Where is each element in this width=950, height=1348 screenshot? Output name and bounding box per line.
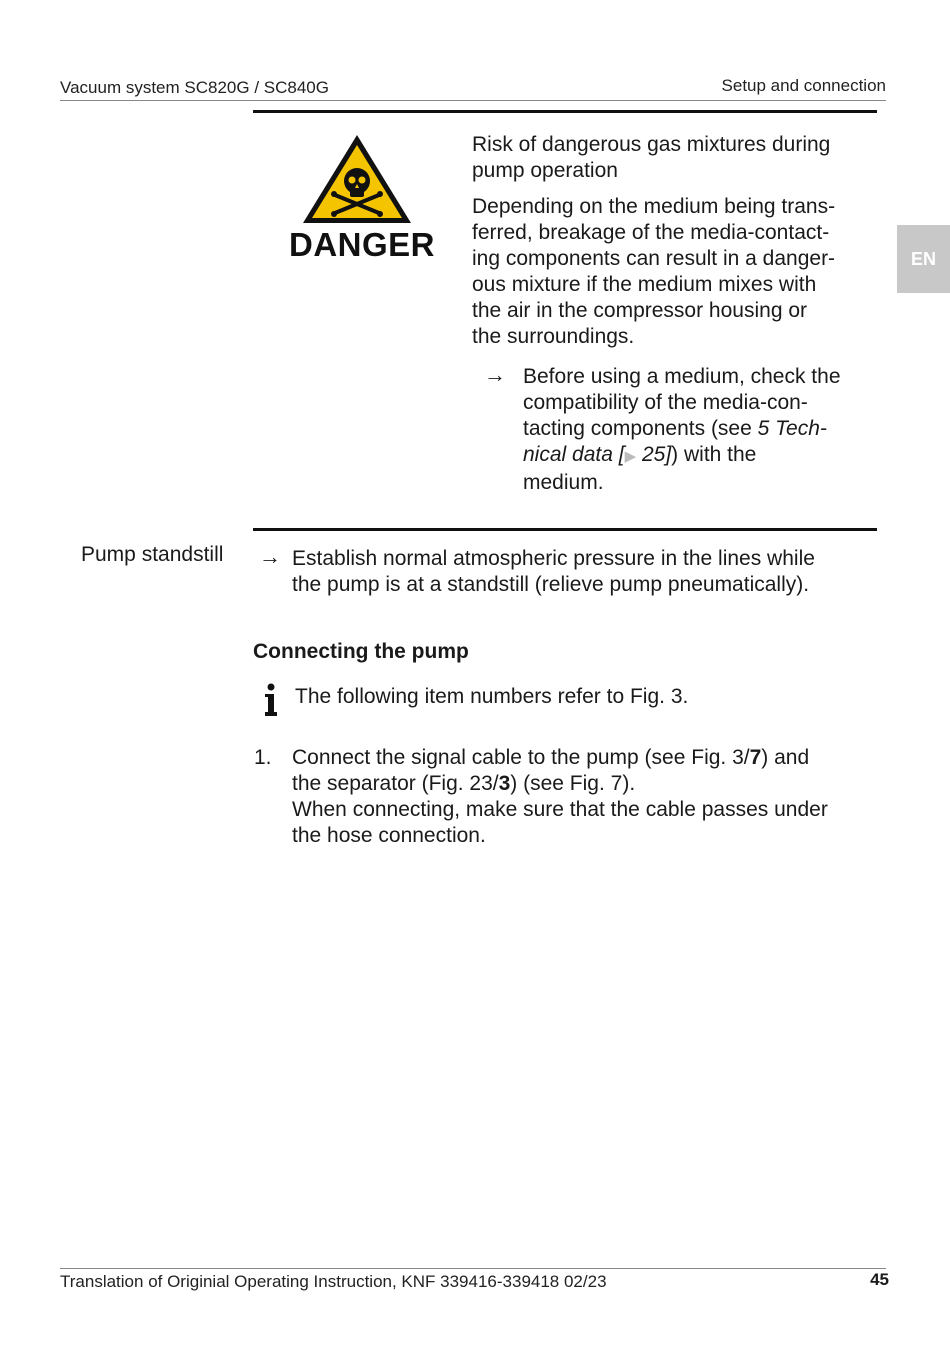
step-number: 1. [254,746,272,769]
footer-divider [60,1268,886,1269]
danger-body-line: the air in the compressor housing or [472,299,808,322]
danger-title-line: Risk of dangerous gas mixtures during [472,133,831,156]
danger-body [472,194,882,350]
page-ref-arrow-icon: ▶ [624,448,637,465]
action-arrow-icon: → [259,544,281,569]
header-right: Setup and connection [721,76,886,95]
header-left: Vacuum system SC820G / SC840G [60,78,329,97]
action-text: ) with the [671,443,757,466]
page-ref-link[interactable]: 25] [636,443,672,466]
step-line [292,771,882,797]
item-number: 7 [749,746,762,769]
step-text-part: Connect the signal cable to the pump (see Fig. 3/ [292,746,750,769]
step-text-part: ) and [761,746,810,769]
danger-body-line: ferred, breakage of the media-contact- [472,221,830,244]
step-line: the hose connection. [292,824,486,847]
standstill-line: the pump is at a standstill (relieve pump pneumatically). [292,573,810,596]
action-text: tacting components (see [523,417,758,440]
danger-top-rule [253,110,877,113]
danger-action-line: medium. [523,471,604,494]
info-icon [263,683,279,717]
step-line [292,745,882,771]
danger-action-line: Before using a medium, check the [523,365,841,388]
danger-action-line [523,416,883,442]
danger-title-line: pump operation [472,159,618,182]
section-heading: Connecting the pump [253,640,469,663]
danger-action-line: compatibility of the media-con- [523,391,808,414]
danger-body-line: ing components can result in a danger- [472,247,836,270]
pump-standstill-label: Pump standstill [81,543,224,566]
danger-body-line: the surroundings. [472,325,635,348]
footer-text: Translation of Originial Operating Instruction, KNF 339416-339418 02/23 [60,1272,607,1291]
step-line: When connecting, make sure that the cable passes under [292,798,828,821]
danger-action [523,364,883,496]
language-tab-en[interactable]: EN [897,225,950,293]
step-text [292,745,882,849]
pump-standstill-text [292,546,882,598]
technical-data-link[interactable]: nical data [ [523,443,625,466]
technical-data-link[interactable]: 5 Tech- [757,417,827,440]
action-arrow-icon: → [484,362,506,387]
step-text-part: ) (see Fig. 7). [510,772,636,795]
danger-body-line: ous mixture if the medium mixes with [472,273,817,296]
danger-skull-icon [301,133,413,225]
danger-title [472,132,872,184]
item-number: 3 [498,772,511,795]
danger-action-line [523,442,883,470]
page-number: 45 [870,1270,889,1289]
step-text-part: the separator (Fig. 23/ [292,772,499,795]
danger-signal-word: DANGER [289,226,436,263]
danger-body-line: Depending on the medium being trans- [472,195,836,218]
info-note: The following item numbers refer to Fig. 3. [295,685,689,708]
header-divider [60,100,886,101]
standstill-line: Establish normal atmospheric pressure in the lines while [292,547,815,570]
danger-bottom-rule [253,528,877,531]
